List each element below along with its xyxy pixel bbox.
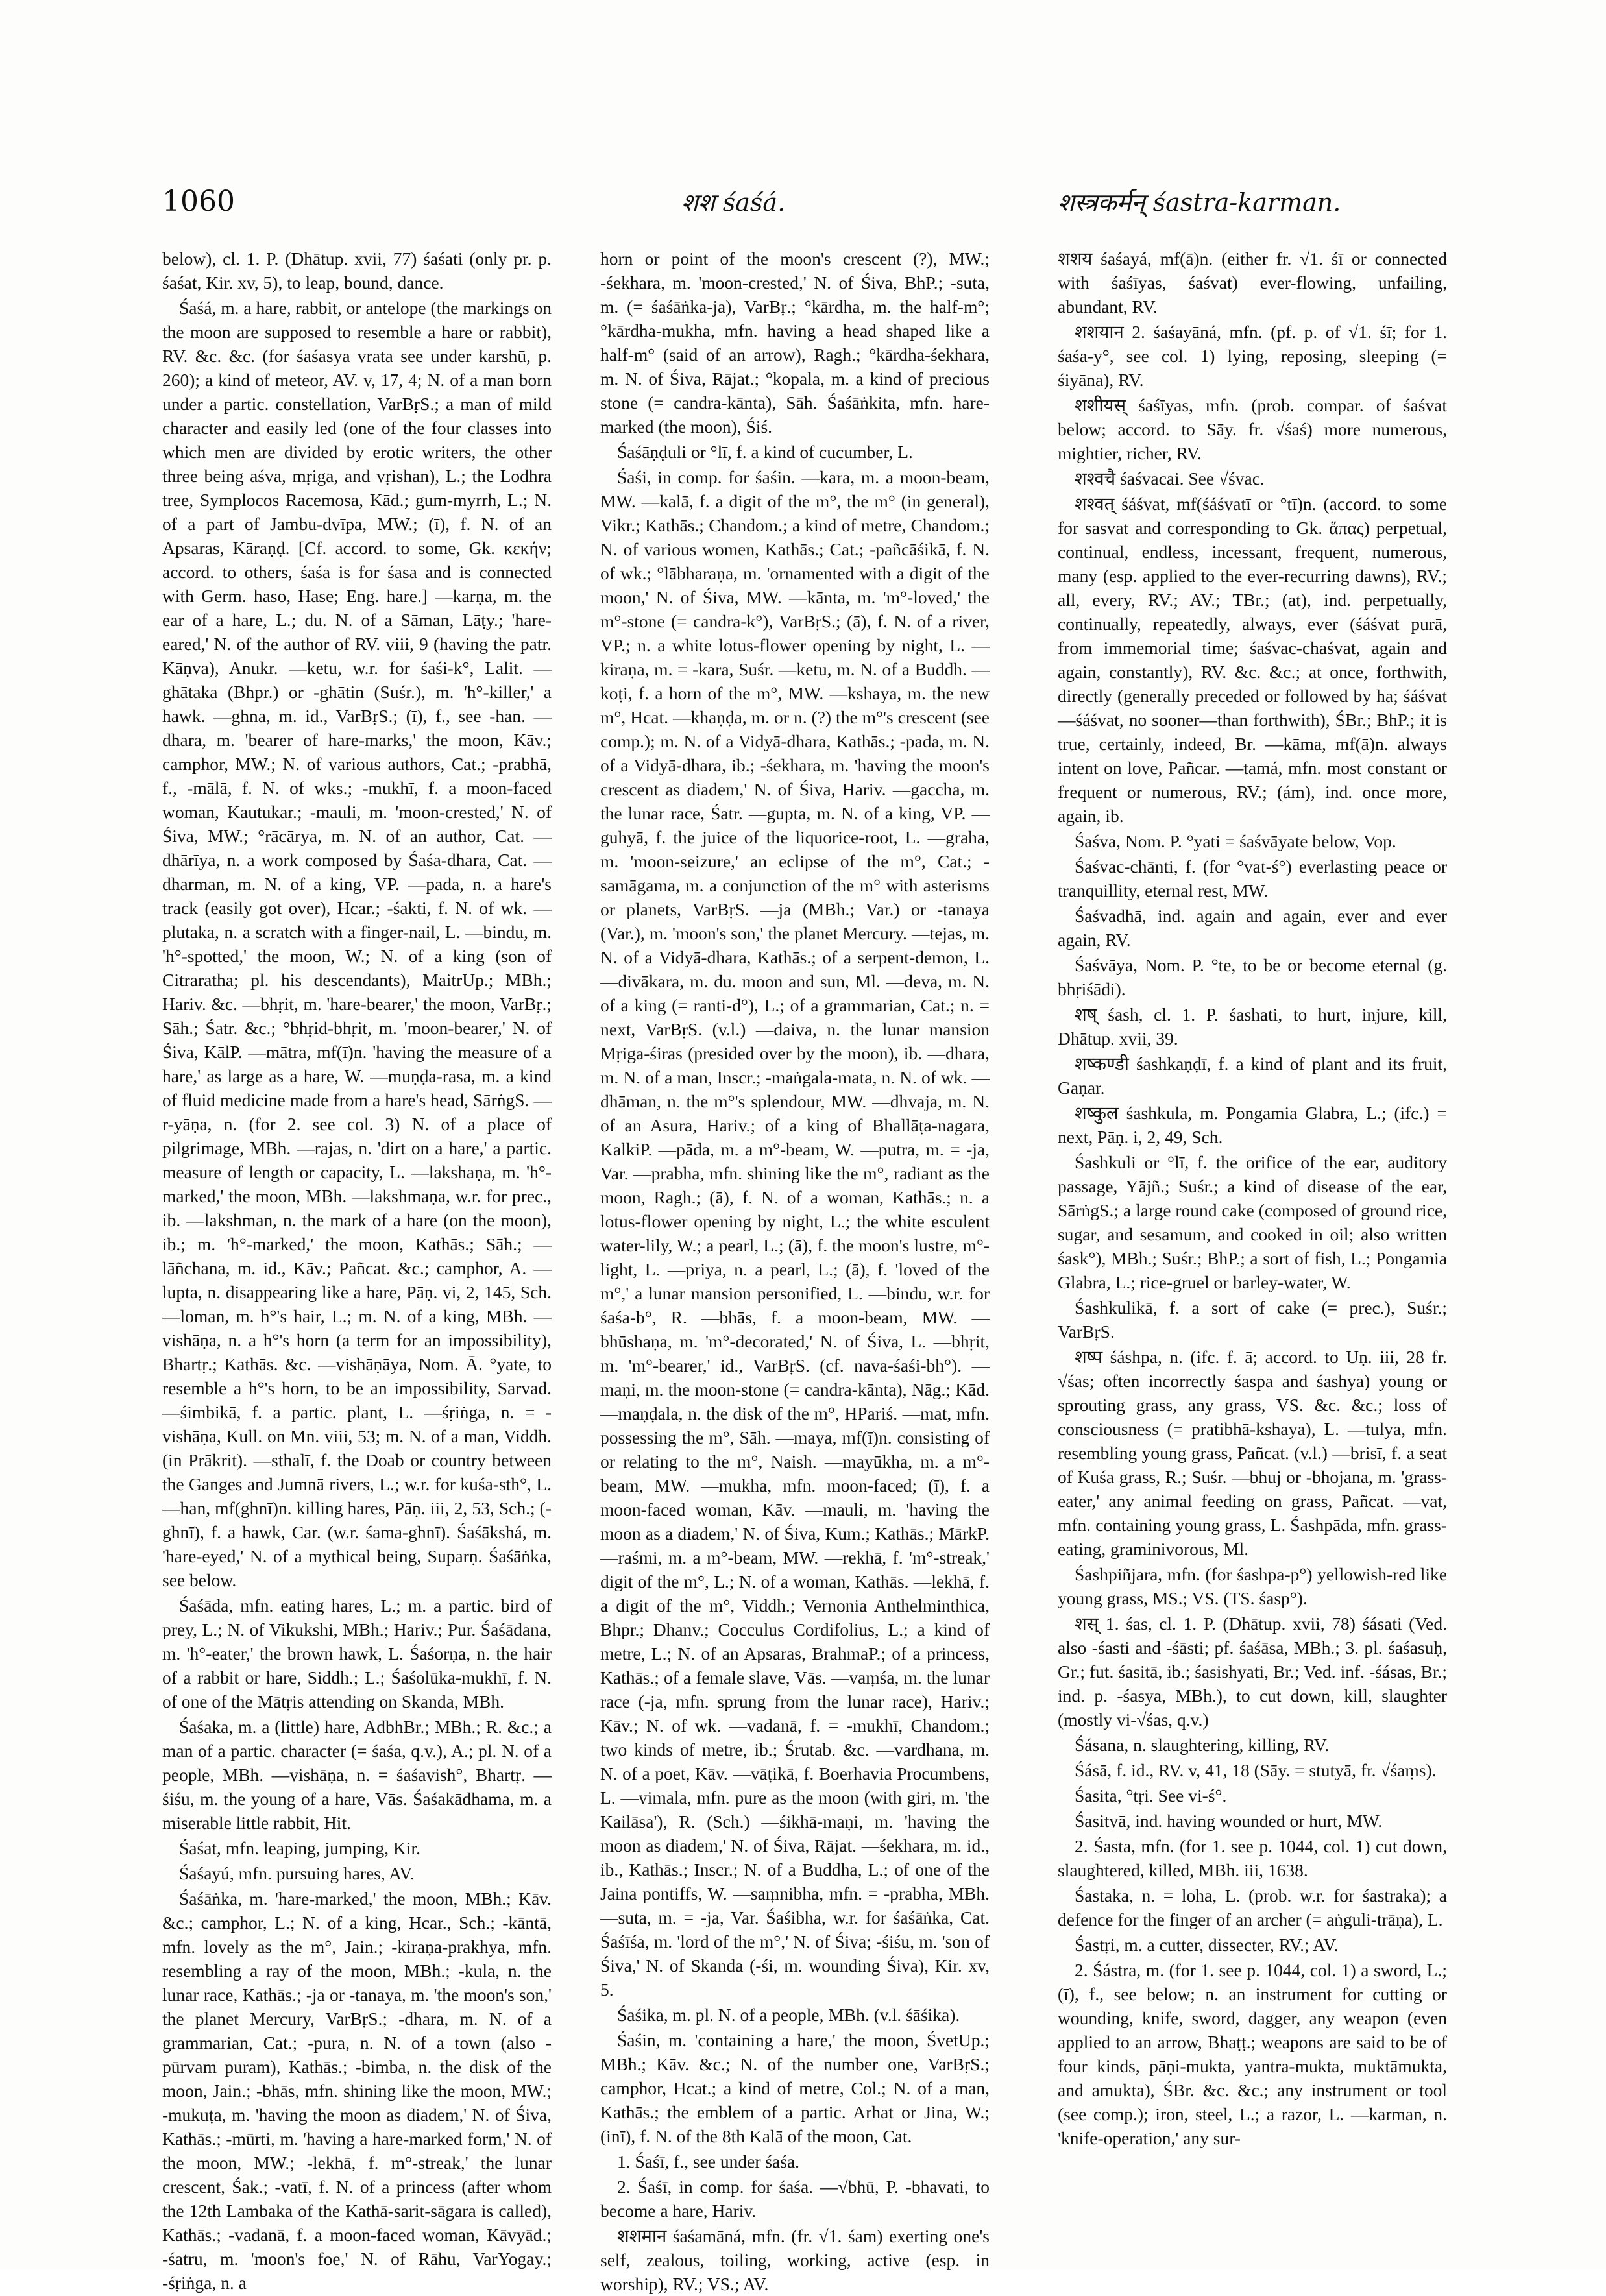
- dictionary-entry: Śasita, °tṛi. See vi-ś°.: [1075, 1785, 1227, 1806]
- dictionary-entry: Śaśāṅka, m. 'hare-marked,' the moon, MBh.; Kāv. &c.; camphor, L.; N. of a king, Hcar., Sch.; -kāntā, mfn. lovely as the m°, Jain.; -kiraṇa-prakhya, mfn. resembling a ray of the moon, MBh.; -kula, n. the lunar race, Kathās.; -ja or -tanaya, m. 'the moon's son,' the planet Mercury, VarBṛS.; -dhara, m. N. of a grammarian, Cat.; -pura, n. N. of a town (also -pūrvam puram), Kathās.; -bimba, n. the disk of the moon, Jain.; -bhās, mfn. shining like the moon, MW.; -mukuṭa, m. 'having the moon as diadem,' N. of Śiva, Kathās.; -mūrti, m. 'having a hare-marked form,' N. of the moon, MW.; -lekhā, f. m°-streak,' the lunar crescent, Śak.; -vatī, f. N. of a princess (after whom the 12th Lambaka of the Kathā-sarit-sāgara is called), Kathās.; -vadanā, f. a moon-faced woman, Kāvyād.; -śatru, m. 'moon's foe,' N. of Rāhu, VarYogay.; -śṛiṅga, n. a: [162, 1889, 552, 2293]
- dictionary-entry: Śaśá, m. a hare, rabbit, or antelope (the markings on the moon are supposed to resemble a hare or rabbit), RV. &c. &c. (for śaśasya vrata see under karshū, p. 260); a kind of meteor, AV. v, 17, 4; N. of a man born under a partic. constellation, VarBṛS.; a man of mild character and easily led (one of the four classes into which men are divided by erotic writers, the other three being aśva, mṛiga, and vṛishan), L.; the Lodhra tree, Symplocos Racemosa, Kād.; gum-myrrh, L.; N. of a part of Jambu-dvīpa, MW.; (ī), f. N. of an Apsaras, Kāraṇḍ. [Cf. accord. to some, Gk. κεκήν; accord. to others, śaśa is for śasa and is connected with Germ. haso, Hase; Eng. hare.] —karṇa, m. the ear of a hare, L.; du. N. of a Sāman, Lāṭy.; 'hare-eared,' N. of the author of RV. viii, 9 (having the patr. Kāṇva), Anukr. —ketu, w.r. for śaśi-k°, Lalit. —ghātaka (Bhpr.) or -ghātin (Suśr.), m. 'h°-killer,' a hawk. —ghna, m. id., VarBṛS.; (ī), f., see -han. —dhara, m. 'bearer of hare-marks,' the moon, Kāv.; camphor, MW.; N. of various authors, Cat.; -prabhā, f., -mālā, f. N. of wks.; -mukhī, f. a moon-faced woman, Kautukar.; -mauli, m. 'moon-crested,' N. of Śiva, MW.; °rācārya, m. N. of an author, Cat. —dhārīya, n. a work composed by Śaśa-dhara, Cat. —dharman, m. N. of a king, VP. —pada, n. a hare's track (easily got over), Hcar.; -śakti, f. N. of wk. —plutaka, n. a scratch with a finger-nail, L. —bindu, m. 'h°-spotted,' the moon, W.; N. of a king (son of Citraratha; pl. his descendants), MaitrUp.; MBh.; Hariv. &c. —bhṛit, m. 'hare-bearer,' the moon, VarBṛ.; Sāh.; Śatr. &c.; °bhṛid-bhṛit, m. 'moon-bearer,' N. of Śiva, KālP. —mātra, mf(ī)n. 'having the measure of a hare,' as large as a hare, W. —muṇḍa-rasa, m. a kind of fluid medicine made from a hare's head, SārṅgS. —r-yāṇa, n. (for 2. see col. 3) N. of a place of pilgrimage, MBh. —rajas, n. 'dirt on a hare,' a partic. measure of length or capacity, L. —lakshaṇa, m. 'h°-marked,' the moon, MBh. —lakshmaṇa, w.r. for prec., ib. —lakshman, n. the mark of a hare (on the moon), ib.; m. 'h°-marked,' the moon, Kathās.; Sāh.; —lāñchana, m. id., Kāv.; Pañcat. &c.; camphor, A. —lupta, n. disappearing like a hare, Pāṇ. vi, 2, 145, Sch. —loman, m. h°'s hair, L.; m. N. of a king, MBh. —vishāṇa, n. a h°'s horn (a term for an impossibility), Bhartṛ.; Kathās. &c. —vishāṇāya, Nom. Ā. °yate, to resemble a h°'s horn, to be an impossibility, Sarvad. —śimbikā, f. a partic. plant, L. —śṛiṅga, n. = -vishāṇa, Kull. on Mn. viii, 53; m. N. of a man, Viddh. (in Prākrit). —sthalī, f. the Doab or country between the Ganges and Jumnā rivers, L.; w.r. for kuśa-sth°, L. —han, mf(ghnī)n. killing hares, Pāṇ. iii, 2, 53, Sch.; (-ghnī), f. a hawk, Car. (w.r. śama-ghnī). Śaśākshá, m. 'hare-eyed,' N. of a mythical being, Suparṇ. Śaśāṅka, see below.: [162, 298, 552, 1590]
- dictionary-entry: Śásā, f. id., RV. v, 41, 18 (Sāy. = stutyā, fr. √śaṃs).: [1075, 1760, 1437, 1780]
- dictionary-entry: शशीयस् śaśīyas, mfn. (prob. compar. of śaśvat below; accord. to Sāy. fr. √śaś) more numerous, mightier, richer, RV.: [1058, 395, 1447, 463]
- column-1: [162, 247, 552, 2293]
- dictionary-entry: Śaśva, Nom. P. °yati = śaśvāyate below, Vop.: [1075, 831, 1396, 851]
- dictionary-entry: Śaśat, mfn. leaping, jumping, Kir.: [179, 1838, 420, 1858]
- dictionary-entry: Śaśvadhā, ind. again and again, ever and ever again, RV.: [1058, 906, 1447, 950]
- dictionary-entry: 1. Śaśī, f., see under śaśa.: [617, 2151, 800, 2171]
- dictionary-entry: Śaśika, m. pl. N. of a people, MBh. (v.l. śāśika).: [617, 2005, 960, 2025]
- left-headword: शश śaśá.: [681, 188, 786, 217]
- dictionary-entry: शशमान śaśamāná, mfn. (fr. √1. śam) exerting one's self, zealous, toiling, working, active (esp. in worship), RV.; VS.; AV.: [600, 2226, 990, 2294]
- dictionary-entry: शशय śaśayá, mf(ā)n. (either fr. √1. śī or connected with śaśīyas, śaśvat) ever-flowing, unfailing, abundant, RV.: [1058, 248, 1447, 317]
- dictionary-entry: शशयान 2. śaśayāná, mfn. (pf. p. of √1. śī; for 1. śaśa-y°, see col. 1) lying, reposing, sleeping (= śiyāna), RV.: [1058, 322, 1447, 390]
- dictionary-entry: Śashkuli or °lī, f. the orifice of the ear, auditory passage, Yājñ.; Suśr.; a kind of disease of the ear, SārṅgS.; a large round cake (composed of ground rice, sugar, and sesamum, and cooked in oil; also written śask°), MBh.; Suśr.; BhP.; a sort of fish, L.; Pongamia Glabra, L.; rice-gruel or barley-water, W.: [1058, 1152, 1447, 1292]
- column-2: [600, 247, 990, 2294]
- dictionary-entry: Śaśayú, mfn. pursuing hares, AV.: [179, 1863, 415, 1883]
- dictionary-entry: Śaśi, in comp. for śaśin. —kara, m. a moon-beam, MW. —kalā, f. a digit of the m°, the m° (in general), Vikr.; Kathās.; Chandom.; a kind of metre, Chandom.; N. of various women, Kathās.; Cat.; -pañcāśikā, f. N. of wk.; °lābharaṇa, m. 'ornamented with a digit of the moon,' N. of Śiva, MW. —kānta, m. 'm°-loved,' the m°-stone (= candra-k°), VarBṛS.; (ā), f. N. of a river, VP.; n. a white lotus-flower opening by night, L. —kiraṇa, m. = -kara, Suśr. —ketu, m. N. of a Buddh. —koṭi, f. a horn of the m°, MW. —kshaya, m. the new m°, Hcat. —khaṇḍa, m. or n. (?) the m°'s crescent (see comp.); m. N. of a Vidyā-dhara, Kathās.; -pada, m. N. of a Vidyā-dhara, ib.; -śekhara, m. 'having the moon's crescent as diadem,' N. of Śiva, Hariv. —gaccha, m. the lunar race, Śatr. —gupta, m. N. of a king, VP. —guhyā, f. the juice of the liquorice-root, L. —graha, m. 'moon-seizure,' an eclipse of the m°, Cat.; -samāgama, m. a conjunction of the m° with asterisms or planets, VarBṛS. —ja (MBh.; Var.) or -tanaya (Var.), m. 'moon's son,' the planet Mercury. —tejas, m. N. of a Vidyā-dhara, Kathās.; of a serpent-demon, L. —divākara, m. du. moon and sun, Ml. —deva, m. N. of a king (= ranti-d°), L.; of a grammarian, Cat.; n. = next, VarBṛS. (v.l.) —daiva, n. the lunar mansion Mṛiga-śiras (presided over by the moon), ib. —dhara, m. N. of a man, Inscr.; -maṅgala-mata, n. N. of wk. —dhāman, n. the m°'s splendour, MW. —dhvaja, m. N. of an Asura, Hariv.; of a king of Bhallāṭa-nagara, KalkiP. —pāda, m. a m°-beam, W. —putra, m. = -ja, Var. —prabha, mfn. shining like the m°, radiant as the moon, Ragh.; (ā), f. N. of a woman, Kathās.; n. a lotus-flower opening by night, L.; the white esculent water-lily, W.; a pearl, L.; (ā), f. the moon's lustre, m°-light, L. —priya, n. a pearl, L.; (ā), f. 'loved of the m°,' a lunar mansion personified, L. —bindu, w.r. for śaśa-b°, R. —bhās, f. a moon-beam, MW. —bhūshaṇa, m. 'm°-decorated,' N. of Śiva, L. —bhṛit, m. 'm°-bearer,' id., VarBṛS. (cf. nava-śaśi-bh°). —maṇi, m. the moon-stone (= candra-kānta), Nāg.; Kād. —maṇḍala, n. the disk of the m°, HPariś. —mat, mfn. possessing the m°, Sāh. —maya, mf(ī)n. consisting of or relating to the m°, Naish. —mayūkha, m. a m°-beam, MW. —mukha, mfn. moon-faced; (ī), f. a moon-faced woman, Kāv. —mauli, m. 'having the moon as a diadem,' N. of Śiva, Kum.; Kathās.; MārkP. —raśmi, m. a m°-beam, MW. —rekhā, f. 'm°-streak,' digit of the m°, L.; N. of a woman, Kathās. —lekhā, f. a digit of the m°, Viddh.; Vernonia Anthelminthica, Bhpr.; Dhanv.; Cocculus Cordifolius, L.; a kind of metre, L.; N. of an Apsaras, BrahmaP.; of a princess, Kathās.; of a female slave, Vās. —vaṃśa, m. the lunar race (-ja, mfn. sprung from the lunar race), Hariv.; Kāv.; N. of wk. —vadanā, f. = -mukhī, Chandom.; two kinds of metre, ib.; Śrutab. &c. —vardhana, m. N. of a poet, Kāv. —vāṭikā, f. Boerhavia Procumbens, L. —vimala, mfn. pure as the moon (with giri, m. 'the Kailāsa'), R. (Sch.) —śikhā-maṇi, m. 'having the moon as diadem,' N. of Śiva, Rājat. —śekhara, m. id., ib., Kathās.; Inscr.; N. of a Buddha, L.; of one of the Jaina pontiffs, W. —saṃnibha, mfn. = -prabha, MBh. —suta, m. = -ja, Var. Śaśibha, w.r. for śaśāṅka, Cat. Śaśīśa, m. 'lord of the m°,' N. of Śiva; -śiśu, m. 'son of Śiva,' N. of Skanda (-śi, m. wounding Śiva), Kir. xv, 5.: [600, 467, 990, 2000]
- dictionary-entry: Śaśaka, m. a (little) hare, AdbhBr.; MBh.; R. &c.; a man of a partic. character (= śaśa, q.v.), A.; pl. N. of a people, MBh. —vishāṇa, n. = śaśavish°, Bhartṛ. —śiśu, m. the young of a hare, Vās. Śaśakādhama, m. a miserable little rabbit, Hit.: [162, 1717, 552, 1833]
- dictionary-entry: शष् śash, cl. 1. P. śashati, to hurt, injure, kill, Dhātup. xvii, 39.: [1058, 1004, 1447, 1048]
- dictionary-entry: शष्कुल śashkula, m. Pongamia Glabra, L.; (ifc.) = next, Pāṇ. i, 2, 49, Sch.: [1058, 1103, 1447, 1147]
- dictionary-entry: horn or point of the moon's crescent (?), MW.; -śekhara, m. 'moon-crested,' N. of Śiva, BhP.; -suta, m. (= śaśāṅka-ja), VarBṛ.; °kārdha, m. the half-m°; °kārdha-mukha, mfn. having a head shaped like a half-m° (said of an arrow), Ragh.; °kārdha-śekhara, m. N. of Śiva, Rājat.; °kopala, m. a kind of precious stone (= candra-kānta), Sāh. Śaśāṅkita, mfn. hare-marked (the moon), Śiś.: [600, 248, 990, 437]
- dictionary-entry: शष्कण्डी śashkaṇḍī, f. a kind of plant and its fruit, Gaṇar.: [1058, 1054, 1447, 1098]
- dictionary-entry: 2. Śaśī, in comp. for śaśa. —√bhū, P. -bhavati, to become a hare, Hariv.: [600, 2177, 990, 2221]
- dictionary-entry: Śasitvā, ind. having wounded or hurt, MW.: [1075, 1811, 1383, 1831]
- dictionary-entry: Śaśvac-chānti, f. (for °vat-ś°) everlasting peace or tranquillity, eternal rest, MW.: [1058, 856, 1447, 900]
- dictionary-entry: Śásana, n. slaughtering, killing, RV.: [1075, 1735, 1330, 1755]
- dictionary-entry: शश्वचै śaśvacai. See √śvac.: [1075, 468, 1265, 489]
- dictionary-entry: Śastṛi, m. a cutter, dissecter, RV.; AV.: [1075, 1935, 1339, 1955]
- dictionary-entry: Śaśvāya, Nom. P. °te, to be or become eternal (g. bhṛiśādi).: [1058, 955, 1447, 999]
- dictionary-entry: 2. Śástra, m. (for 1. see p. 1044, col. 1) a sword, L.; (ī), f., see below; n. an instrument for cutting or wounding, knife, sword, dagger, any weapon (even applied to an arrow, Bhaṭṭ.; weapons are said to be of four kinds, pāṇi-mukta, yantra-mukta, muktāmukta, and amukta), ŚBr. &c. &c.; any instrument or tool (see comp.); iron, steel, L.; a razor, L. —karman, n. 'knife-operation,' any sur-: [1058, 1960, 1447, 2148]
- dictionary-entry: Śaśāṇḍuli or °lī, f. a kind of cucumber, L.: [617, 442, 913, 462]
- page-number: 1060: [162, 185, 235, 218]
- dictionary-entry: Śaśāda, mfn. eating hares, L.; m. a partic. bird of prey, L.; N. of Vikukshi, MBh.; Hariv.; Pur. Śaśādana, m. 'h°-eater,' the brown hawk, L. Śaśorṇa, n. the hair of a rabbit or hare, Siddh.; L.; Śaśolūka-mukhī, f. N. of one of the Mātṛis attending on Skanda, MBh.: [162, 1595, 552, 1711]
- dictionary-entry: Śashpiñjara, mfn. (for śashpa-p°) yellowish-red like young grass, MS.; VS. (TS. śasp°).: [1058, 1564, 1447, 1608]
- dictionary-entry: शष्प śáshpa, n. (ifc. f. ā; accord. to Uṇ. iii, 28 fr. √śas; often incorrectly śaspa and śashya) young or sprouting grass, any grass, VS. &c. &c.; loss of consciousness (= pratibhā-kshaya), L. —tulya, mfn. resembling young grass, Pañcat. (v.l.) —brisī, f. a seat of Kuśa grass, R.; Suśr. —bhuj or -bhojana, m. 'grass-eater,' any animal feeding on grass, Pañcat. —vat, mfn. containing young grass, L. Śashpāda, mfn. grass-eating, graminivorous, Ml.: [1058, 1347, 1447, 1559]
- dictionary-entry: शस् 1. śas, cl. 1. P. (Dhātup. xvii, 78) śásati (Ved. also -śasti and -śāsti; pf. śaśāsa, MBh.; 3. pl. śaśasuḥ, Gr.; fut. śasitā, ib.; śasishyati, Br.; Ved. inf. -śásas, Br.; ind. p. -śasya, MBh.), to cut down, kill, slaughter (mostly vi-√śas, q.v.): [1058, 1613, 1447, 1730]
- dictionary-entry: below), cl. 1. P. (Dhātup. xvii, 77) śaśati (only pr. p. śaśat, Kir. xv, 5), to leap, bound, dance.: [162, 248, 552, 293]
- column-3: [1058, 247, 1447, 2193]
- dictionary-entry: शश्वत् śáśvat, mf(śáśvatī or °tī)n. (accord. to some for sasvat and corresponding to Gk. ἅπας) perpetual, continual, endless, incessant, frequent, numerous, many (esp. applied to the ever-recurring dawns), RV.; all, every, RV.; AV.; TBr.; (at), ind. perpetually, continually, repeatedly, always, ever (śáśvat purā, from immemorial time; śaśvac-chaśvat, again and again, constantly), RV. &c. &c.; at once, forthwith, directly (generally preceded or followed by ha; śáśvat—śáśvat, no sooner—than forthwith), ŚBr.; BhP.; it is true, certainly, indeed, Br. —kāma, mf(ā)n. always intent on love, Pañcar. —tamá, mfn. most constant or frequent or numerous, RV.; (ám), ind. once more, again, ib.: [1058, 494, 1447, 826]
- dictionary-entry: Śaśin, m. 'containing a hare,' the moon, ŚvetUp.; MBh.; Kāv. &c.; N. of the number one, VarBṛS.; camphor, Hcat.; a kind of metre, Col.; N. of a man, Kathās.; the emblem of a partic. Arhat or Jina, W.; (inī), f. N. of the 8th Kalā of the moon, Cat.: [600, 2030, 990, 2146]
- dictionary-entry: Śashkulikā, f. a sort of cake (= prec.), Suśr.; VarBṛS.: [1058, 1298, 1447, 1342]
- page-header: [162, 185, 1447, 224]
- dictionary-entry: Śastaka, n. = loha, L. (prob. w.r. for śastraka); a defence for the finger of an archer (= aṅguli-trāṇa), L.: [1058, 1885, 1447, 1929]
- right-headword: शस्त्रकर्मन् śastra-karman.: [1058, 188, 1341, 217]
- dictionary-entry: 2. Śasta, mfn. (for 1. see p. 1044, col. 1) cut down, slaughtered, killed, MBh. iii, 1638.: [1058, 1836, 1447, 1880]
